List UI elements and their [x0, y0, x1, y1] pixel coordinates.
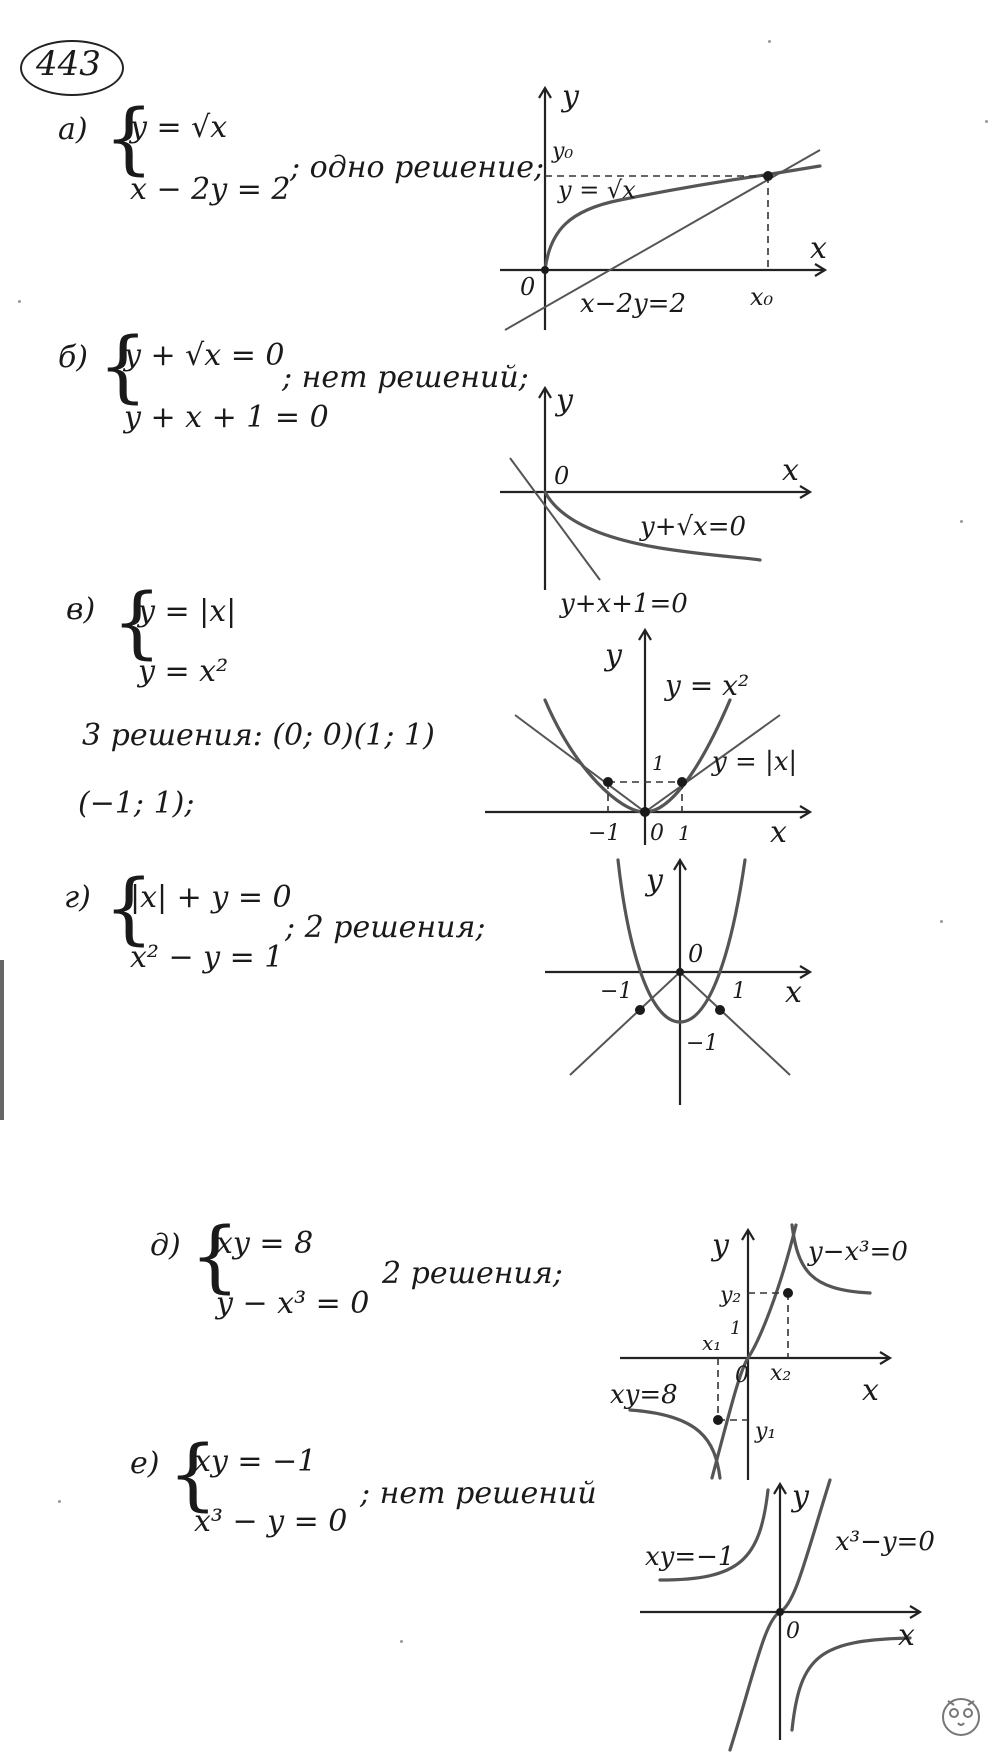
y-axis-label: y [605, 638, 622, 673]
point-origin [676, 968, 684, 976]
scan-speck [18, 300, 21, 303]
part-g-graph [540, 850, 850, 1110]
x-axis-label: x [782, 453, 799, 488]
point-neg1-1 [603, 777, 613, 787]
part-b-result: ; нет решений; [282, 360, 529, 395]
tick-y1: 1 [652, 751, 665, 775]
x-axis-label: x [785, 975, 802, 1010]
x1-label: x₁ [702, 1331, 722, 1355]
origin-label: 0 [554, 462, 570, 490]
tick-neg1: −1 [588, 821, 621, 846]
part-e-label: е) [130, 1446, 160, 1481]
hyperbola-left [630, 1410, 720, 1478]
parabola [618, 860, 745, 1022]
part-g-brace: { [104, 864, 154, 954]
curve-label: y = √x [558, 176, 636, 204]
part-d-eq1: xy = 8 [216, 1226, 314, 1261]
y-axis-label: y [562, 79, 579, 114]
part-d-graph [600, 1210, 920, 1485]
tick-pos1: 1 [678, 821, 691, 845]
tick-1: 1 [730, 1318, 742, 1339]
point-left [635, 1005, 645, 1015]
part-b-eq1: y + √x = 0 [124, 338, 285, 373]
part-a-label: а) [58, 112, 88, 147]
origin-label: 0 [735, 1363, 749, 1388]
part-g-eq2: x² − y = 1 [130, 940, 284, 975]
part-g-result: ; 2 решения; [285, 910, 486, 945]
part-a-eq1: y = √x [130, 110, 228, 145]
part-d-result: 2 решения; [382, 1256, 563, 1291]
curve-label: y = x² [665, 669, 750, 702]
part-d-label: д) [150, 1228, 181, 1263]
origin-label: 0 [688, 940, 704, 968]
parabola [545, 700, 730, 812]
part-e-eq1: xy = −1 [194, 1444, 317, 1479]
y-axis-label: y [712, 1228, 729, 1263]
part-a-brace: { [104, 94, 154, 184]
tick-neg1: −1 [600, 979, 633, 1004]
part-v-label: в) [66, 592, 96, 627]
y-axis-label: y [792, 1479, 809, 1514]
scan-speck [940, 920, 943, 923]
line-label: y = |x| [712, 747, 798, 777]
part-e-eq2: x³ − y = 0 [194, 1504, 348, 1539]
scan-speck [58, 1500, 61, 1503]
x2-label: x₂ [770, 1361, 792, 1386]
part-b-eq2: y + x + 1 = 0 [124, 400, 329, 435]
part-g-label: г) [64, 880, 91, 915]
part-b-graph [490, 380, 830, 640]
part-e-result: ; нет решений [360, 1476, 597, 1511]
part-e-graph [630, 1470, 935, 1755]
y-axis-label: y [556, 383, 573, 418]
hyperbola-label: xy=−1 [645, 1542, 735, 1572]
y0-label: y₀ [552, 139, 574, 164]
x-axis-label: x [898, 1618, 915, 1653]
curve-label: x³−y=0 [835, 1527, 935, 1557]
part-d-eq2: y − x³ = 0 [216, 1286, 370, 1321]
origin-label: 0 [520, 273, 536, 301]
part-v-graph [480, 620, 820, 850]
scan-speck [400, 1640, 403, 1643]
tick-yneg1: −1 [686, 1031, 719, 1056]
origin-label: 0 [650, 821, 664, 846]
part-v-eq2: y = x² [138, 654, 229, 689]
line-label: y+x+1=0 [560, 589, 688, 619]
point-x1-y1 [713, 1415, 723, 1425]
hyperbola-right [792, 1638, 910, 1730]
origin-label: 0 [786, 1619, 800, 1644]
part-v-brace: { [112, 578, 162, 668]
x-axis-label: x [770, 815, 787, 850]
part-g-eq1: |x| + y = 0 [130, 880, 292, 915]
origin-point [541, 266, 549, 274]
part-a-result: ; одно решение; [290, 150, 545, 185]
scan-speck [960, 520, 963, 523]
left-margin-mark [0, 960, 4, 1120]
part-d-brace: { [190, 1212, 240, 1302]
hyperbola-label: xy=8 [610, 1380, 678, 1410]
x0-label: x₀ [750, 283, 774, 311]
origin-point [776, 1608, 784, 1616]
intersection-point [763, 171, 773, 181]
point-0-0 [640, 807, 650, 817]
scan-speck [985, 120, 988, 123]
point-right [715, 1005, 725, 1015]
tick-pos1: 1 [732, 979, 746, 1004]
point-1-1 [677, 777, 687, 787]
x-axis-label: x [810, 231, 827, 266]
y-axis-label: y [646, 863, 663, 898]
part-v-eq1: y = |x| [138, 594, 237, 629]
y1-label: y₁ [755, 1419, 777, 1444]
part-v-result: 3 решения: (0; 0)(1; 1) [82, 718, 435, 753]
part-b-brace: { [98, 322, 148, 412]
scan-speck [768, 40, 771, 43]
line-label: x−2y=2 [580, 289, 687, 319]
owl-stamp-icon [938, 1693, 984, 1739]
x-axis-label: x [862, 1373, 879, 1408]
curve-label: y+√x=0 [640, 512, 747, 542]
part-e-brace: { [168, 1430, 218, 1520]
curve-label: y−x³=0 [808, 1237, 908, 1267]
y2-label: y₂ [720, 1283, 742, 1308]
part-b-label: б) [58, 340, 89, 375]
point-x2-y2 [783, 1288, 793, 1298]
part-a-graph [490, 80, 850, 340]
part-a-eq2: x − 2y = 2 [130, 172, 291, 207]
part-v-result2: (−1; 1); [78, 786, 195, 821]
problem-number: 443 [36, 44, 101, 84]
